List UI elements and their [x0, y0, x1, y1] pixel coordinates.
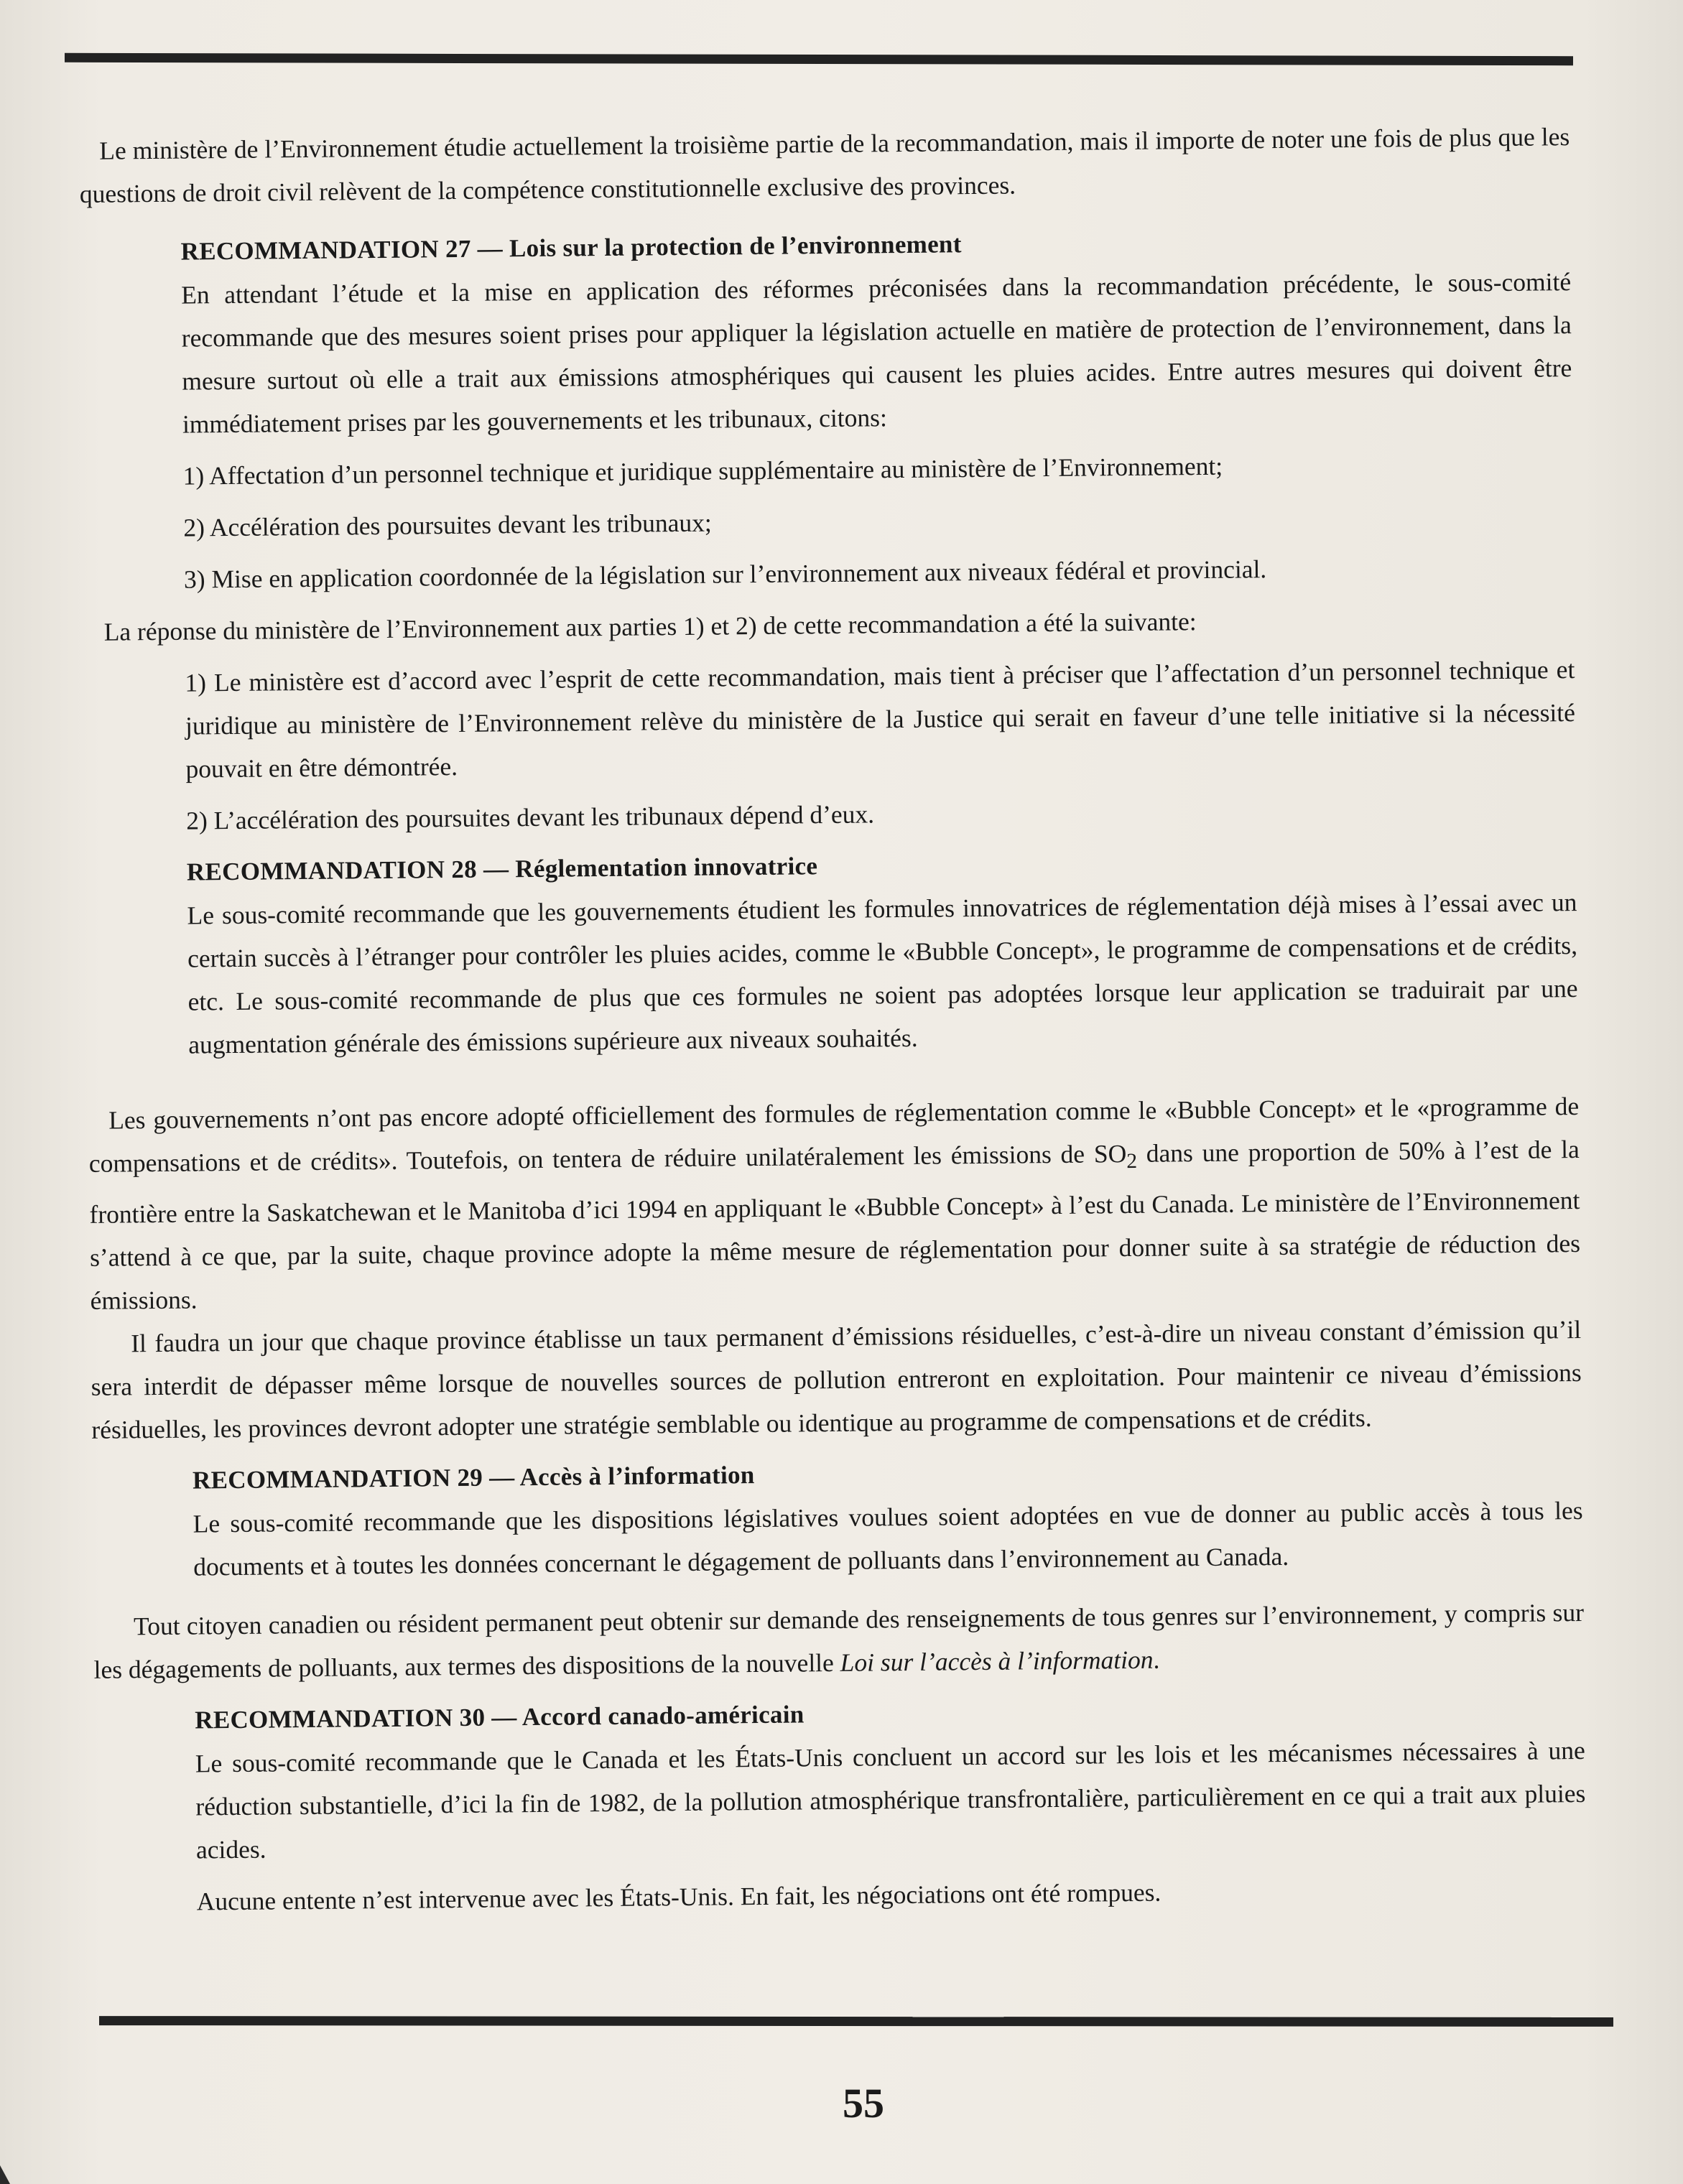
subscript-2: 2 — [1126, 1150, 1138, 1174]
rec29-heading: RECOMMANDATION 29 — Accès à l’information — [192, 1461, 755, 1495]
law-title: Loi sur l’accès à l’information — [840, 1645, 1154, 1678]
page-number: 55 — [843, 2080, 884, 2127]
rec30-response: Aucune entente n’est intervenue avec les États-Unis. En fait, les négociations ont été rompues. — [196, 1877, 1162, 1916]
top-rule — [65, 53, 1573, 65]
rec27-item-1: 1) Affectation d’un personnel technique et juridique supplémentaire au ministère de l’Environnement; — [182, 451, 1223, 491]
rec30-text: Le sous-comité recommande que le Canada et les États-Unis concluent un accord sur les lois et les mécanismes nécessaires à une réduction substantielle, d’ici la fin de 1982, de la pollution atmosphérique transfrontalière, particulièrement en ce qui a trait aux pluies acides. — [195, 1736, 1586, 1864]
rec27-item-2: 2) Accélération des poursuites devant les tribunaux; — [183, 508, 712, 542]
rec27-response-2: 2) L’accélération des poursuites devant les tribunaux dépend d’eux. — [186, 799, 875, 835]
rec29-text: Le sous-comité recommande que les dispositions législatives voulues soient adoptées en vue de donner au public accès à tous les documents et à toutes les données concernant le dégagement de polluants dans l’environnement au Canada. — [193, 1496, 1583, 1581]
rec27-response-intro: La réponse du ministère de l’Environnement aux parties 1) et 2) de cette recommandation a été la suivante: — [103, 607, 1197, 646]
page-content — [79, 115, 1587, 1924]
rec28-text: Le sous-comité recommande que les gouvernements étudient les formules innovatrices de réglementation déjà mises à l’essai avec un certain succès à l’étranger pour contrôler les pluies acides, comme le «Bubble Concept», le programme de compensations et de crédits, etc. Le sous-comité recommande de plus que ces formules ne soient pas adoptées lorsque leur application se traduirait par une augmentation générale des émissions supérieure aux niveaux souhaités. — [187, 888, 1578, 1059]
rec27-item-3: 3) Mise en application coordonnée de la législation sur l’environnement aux niveaux fédéral et provincial. — [183, 554, 1267, 594]
rec27-response-1: 1) Le ministère est d’accord avec l’esprit de cette recommandation, mais tient à préciser que l’affectation d’un personnel technique et juridique au ministère de l’Environnement relève du ministère de la Justice qui serait en faveur d’une telle initiative si la nécessité pouvait en être démontrée. — [185, 655, 1576, 784]
intro-paragraph: Le ministère de l’Environnement étudie actuellement la troisième partie de la recommandation, mais il importe de noter une fois de plus que les questions de droit civil relèvent de la compétence constitutionnelle exclusive des provinces. — [79, 122, 1570, 208]
bottom-rule — [99, 2016, 1613, 2027]
rec30-heading: RECOMMANDATION 30 — Accord canado-américain — [195, 1700, 805, 1734]
rec29-response: Tout citoyen canadien ou résident permanent peut obtenir sur demande des renseignements de tous genres sur l’environnement, y compris sur les dégagements de polluants, aux termes des dispositions de la nouvelle Loi sur l’accès à l’information. — [93, 1598, 1585, 1684]
rec27-text: En attendant l’étude et la mise en application des réformes préconisées dans la recommandation précédente, le sous-comité recommande que des mesures soient prises pour appliquer la législation actuelle en matière de protection de l’environnement, dans la mesure surtout où elle a trait aux émissions atmosphériques qui causent les pluies acides. Entre autres mesures qui doivent être immédiatement prises par les gouvernements et les tribunaux, citons: — [181, 267, 1572, 439]
rec27-heading: RECOMMANDATION 27 — Lois sur la protection de l’environnement — [180, 230, 962, 266]
rec28-response-1: Les gouvernements n’ont pas encore adopté officiellement des formules de réglementation comme le «Bubble Concept» et le «programme de compensations et de crédits». Toutefois, on tentera de réduire unilatéralement les émissions de $SO_2$ dans une proportion de 50% à l’est de la frontière entre la Saskatchewan et le Manitoba d’ici 1994 en appliquant le «Bubble Concept» à l’est du Canada. Le ministère de l’Environnement s’attend à ce que, par la suite, chaque province adopte la même mesure de réglementation pour donner suite à sa stratégie de réduction des émissions. — [88, 1092, 1581, 1316]
rec28-response-2: Il faudra un jour que chaque province établisse un taux permanent d’émissions résiduelles, c’est-à-dire un niveau constant d’émission qu’il sera interdit de dépasser même lorsque de nouvelles sources de pollution entreront en exploitation. Pour maintenir ce niveau d’émissions résiduelles, les provinces devront adopter une stratégie semblable ou identique au programme de compensations et de crédits. — [91, 1315, 1582, 1445]
rec28-heading: RECOMMANDATION 28 — Réglementation innovatrice — [186, 852, 818, 886]
corner-mark — [0, 2165, 10, 2184]
